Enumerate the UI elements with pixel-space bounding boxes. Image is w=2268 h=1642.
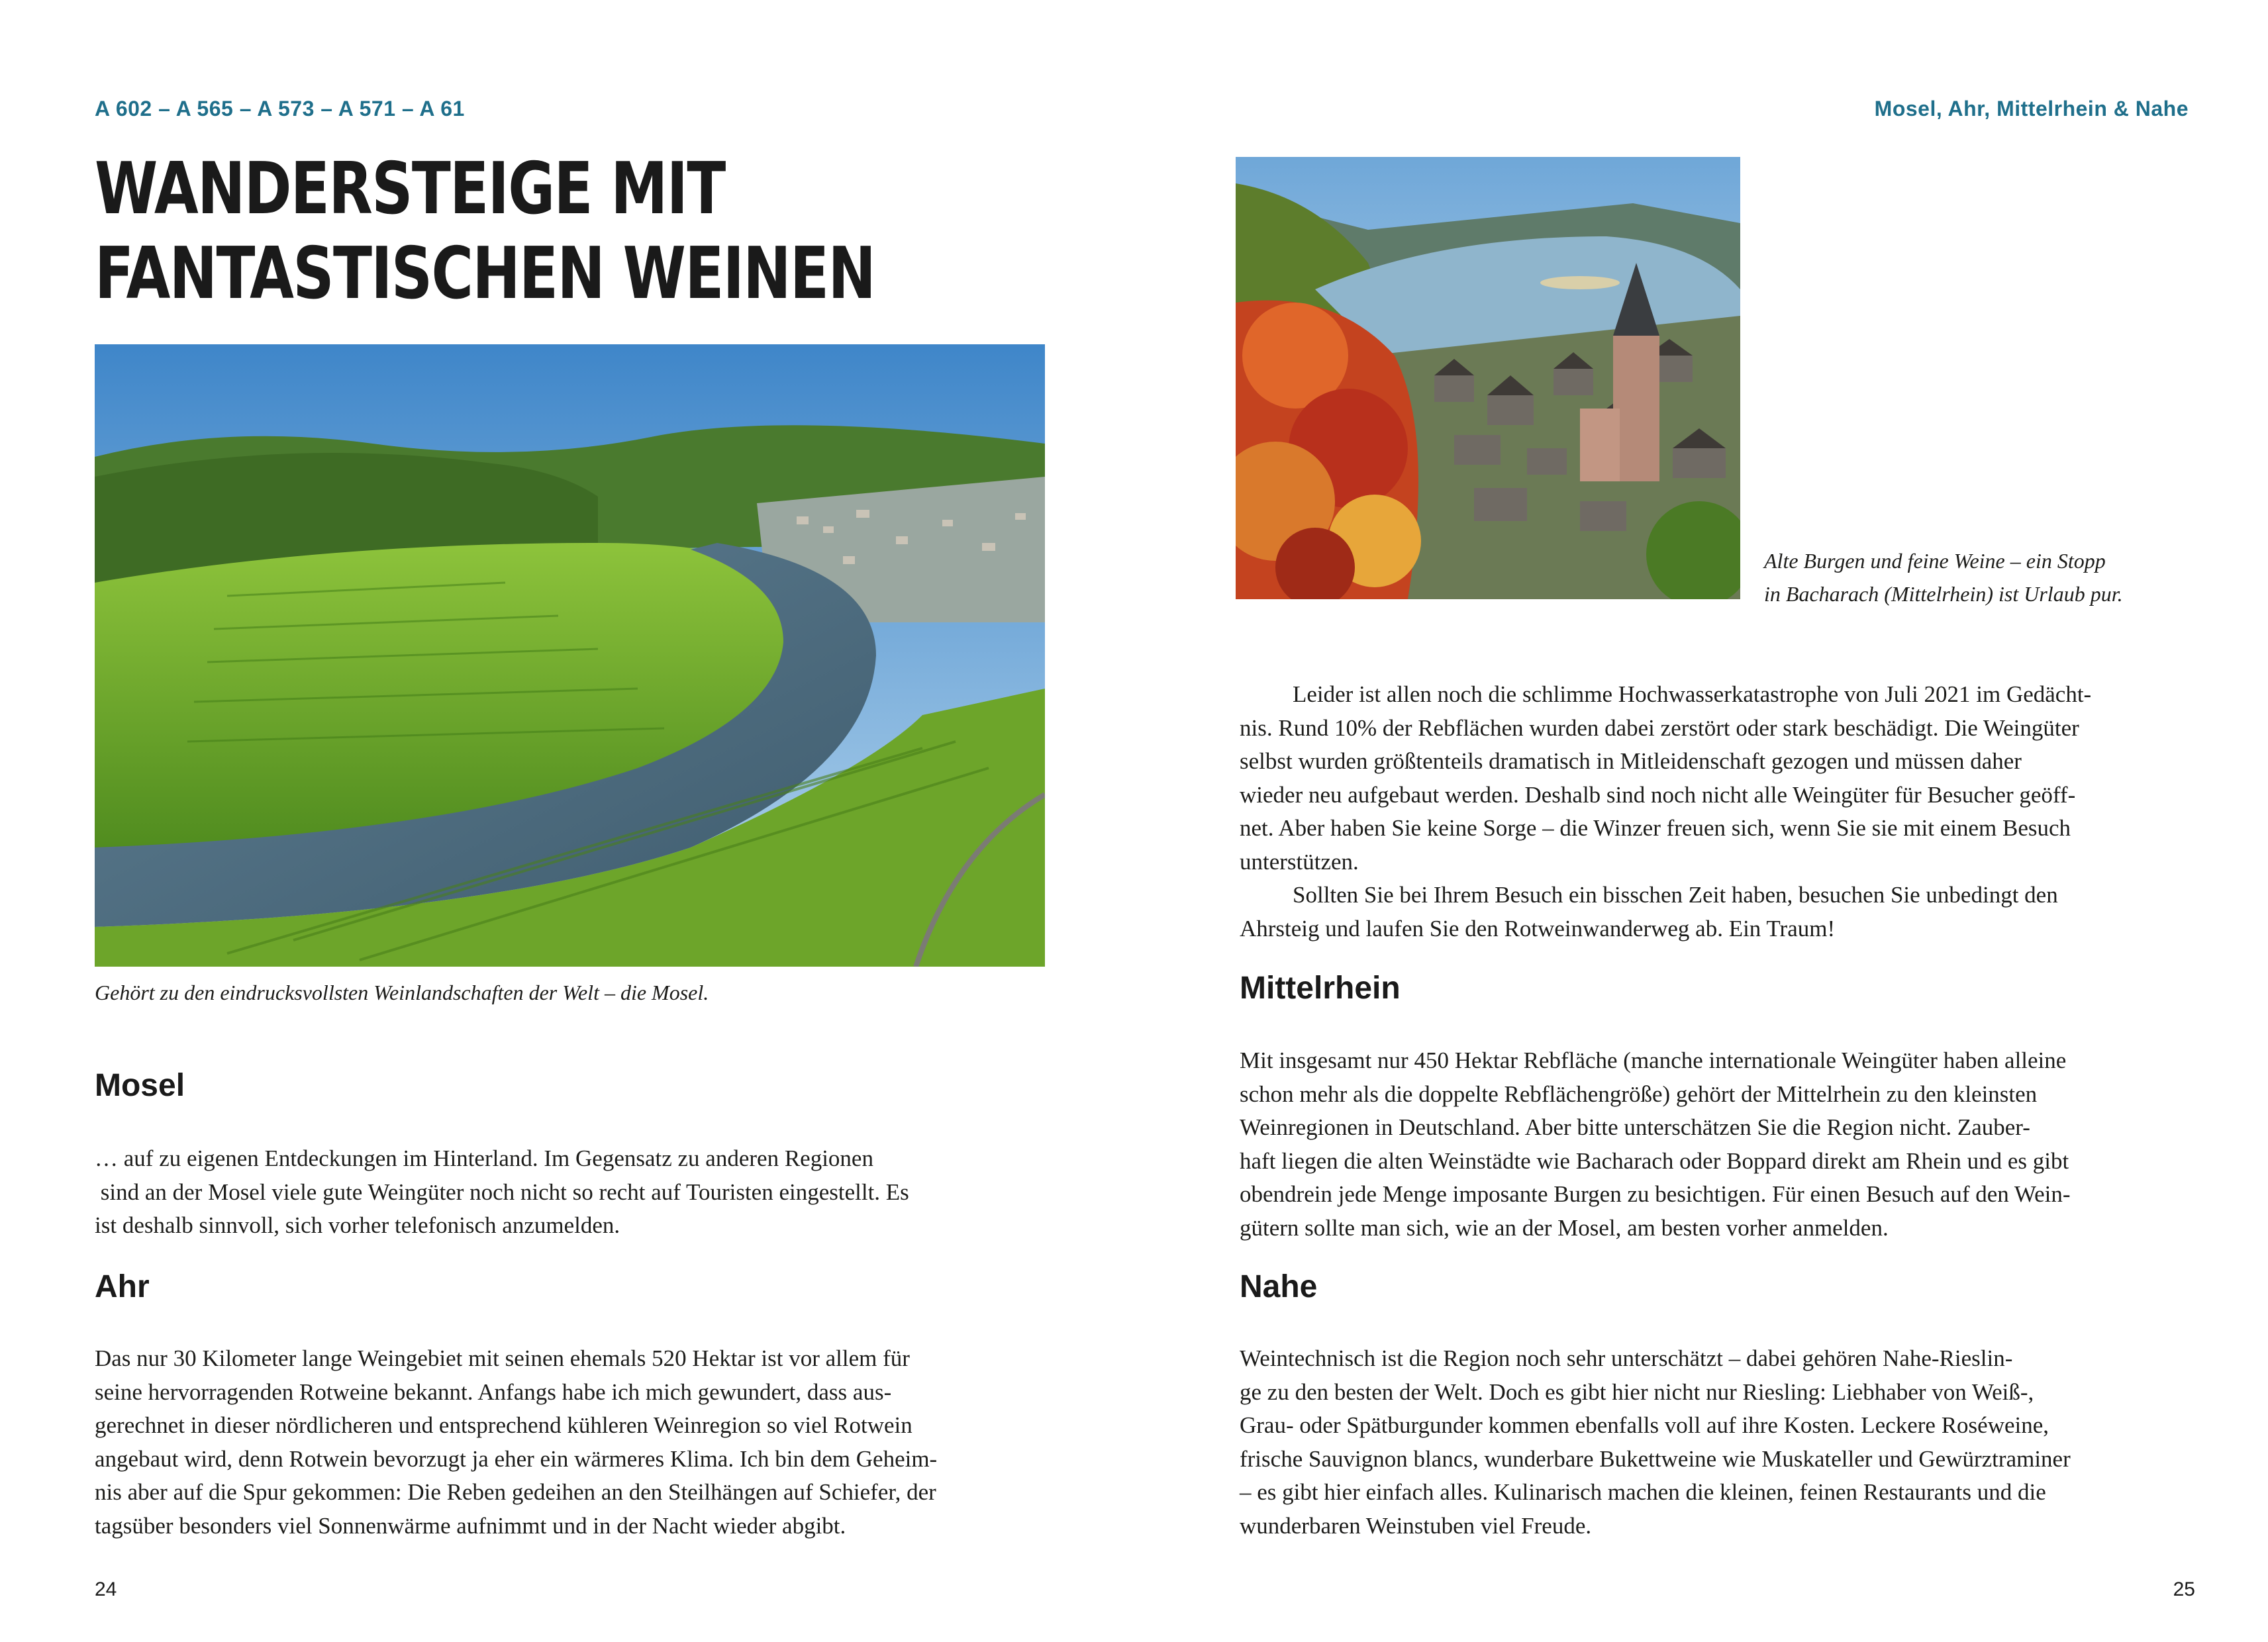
ahr-continued-line: Ahrsteig und laufen Sie den Rotweinwanderweg ab. Ein Traum! — [1240, 915, 1836, 942]
ahr-continued-text — [1240, 678, 2193, 945]
ahr-continued-line: unterstützen. — [1240, 848, 1359, 875]
ahr-continued-line: Leider ist allen noch die schlimme Hochwasserkatastrophe von Juli 2021 im Gedächt- — [1293, 681, 2092, 707]
nahe-line: frische Sauvignon blancs, wunderbare Bukettweine wie Muskateller und Gewürztraminer — [1240, 1445, 2071, 1472]
nahe-line: wunderbaren Weinstuben viel Freude. — [1240, 1512, 1592, 1539]
ahr-continued-line: net. Aber haben Sie keine Sorge – die Winzer freuen sich, wenn Sie sie mit einem Besuch — [1240, 815, 2071, 841]
ahr-line: seine hervorragenden Rotweine bekannt. Anfangs habe ich mich gewundert, dass aus- — [95, 1378, 892, 1405]
heading-mittelrhein: Mittelrhein — [1240, 971, 1401, 1006]
page-number-right: 25 — [2173, 1578, 2195, 1600]
ahr-continued-line: Sollten Sie bei Ihrem Besuch ein bisschen Zeit haben, besuchen Sie unbedingt den — [1293, 882, 2058, 908]
mittelrhein-line: Mit insgesamt nur 450 Hektar Rebfläche (manche internationale Weingüter haben alleine — [1240, 1047, 2067, 1073]
page-title-line-1: WANDERSTEIGE MIT — [95, 148, 725, 230]
bacharach-caption-line: in Bacharach (Mittelrhein) ist Urlaub pur. — [1764, 582, 2123, 606]
mittelrhein-line: obendrein jede Menge imposante Burgen zu besichtigen. Für einen Besuch auf den Wein- — [1240, 1181, 2071, 1207]
mosel-photo-caption: Gehört zu den eindrucksvollsten Weinlandschaften der Welt – die Mosel. — [95, 981, 709, 1004]
page-title-line-2: FANTASTISCHEN WEINEN — [95, 232, 875, 315]
ahr-text — [95, 1342, 1048, 1543]
mosel-line: … auf zu eigenen Entdeckungen im Hinterland. Im Gegensatz zu anderen Regionen — [95, 1145, 873, 1171]
running-header-left: A 602 – A 565 – A 573 – A 571 – A 61 — [95, 97, 465, 121]
ahr-line: gerechnet in dieser nördlicheren und entsprechend kühleren Weinregion so viel Rotwein — [95, 1412, 912, 1438]
mittelrhein-line: schon mehr als die doppelte Rebflächengröße) gehört der Mittelrhein zu den kleinsten — [1240, 1081, 2038, 1107]
mittelrhein-text — [1240, 1044, 2193, 1245]
ahr-continued-line: nis. Rund 10% der Rebflächen wurden dabei zerstört oder stark beschädigt. Die Weingüter — [1240, 714, 2079, 741]
mosel-river-photo — [95, 344, 1045, 967]
ahr-line: angebaut wird, denn Rotwein bevorzugt ja eher ein wärmeres Klima. Ich bin dem Geheim- — [95, 1445, 938, 1472]
nahe-line: Grau- oder Spätburgunder kommen ebenfalls voll auf ihre Kosten. Leckere Roséweine, — [1240, 1412, 2049, 1438]
mittelrhein-line: haft liegen die alten Weinstädte wie Bacharach oder Boppard direkt am Rhein und es gibt — [1240, 1147, 2069, 1174]
heading-mosel: Mosel — [95, 1068, 185, 1103]
bacharach-photo-caption — [1764, 544, 2123, 610]
page-number-left: 24 — [95, 1578, 117, 1600]
ahr-continued-line: wieder neu aufgebaut werden. Deshalb sind noch nicht alle Weingüter für Besucher geöff- — [1240, 781, 2076, 808]
heading-nahe: Nahe — [1240, 1269, 1318, 1304]
nahe-line: – es gibt hier einfach alles. Kulinarisch machen die kleinen, feinen Restaurants und die — [1240, 1479, 2046, 1505]
mosel-text — [95, 1142, 1048, 1243]
ahr-continued-line: selbst wurden größtenteils dramatisch in Mitleidenschaft gezogen und müssen daher — [1240, 748, 2022, 774]
bacharach-caption-line: Alte Burgen und feine Weine – ein Stopp — [1764, 549, 2106, 573]
ahr-line: Das nur 30 Kilometer lange Weingebiet mit seinen ehemals 520 Hektar ist vor allem für — [95, 1345, 910, 1371]
bacharach-photo — [1236, 157, 1740, 599]
page-title — [95, 147, 875, 316]
nahe-text — [1240, 1342, 2193, 1543]
nahe-line: ge zu den besten der Welt. Doch es gibt hier nicht nur Riesling: Liebhaber von Weiß-, — [1240, 1378, 2034, 1405]
nahe-line: Weintechnisch ist die Region noch sehr unterschätzt – dabei gehören Nahe-Rieslin- — [1240, 1345, 2013, 1371]
mosel-line: sind an der Mosel viele gute Weingüter noch nicht so recht auf Touristen eingestellt. Es — [95, 1179, 909, 1205]
mittelrhein-line: Weinregionen in Deutschland. Aber bitte unterschätzen Sie die Region nicht. Zauber- — [1240, 1114, 2030, 1140]
mittelrhein-line: gütern sollte man sich, wie an der Mosel, am besten vorher anmelden. — [1240, 1214, 1889, 1241]
running-header-right: Mosel, Ahr, Mittelrhein & Nahe — [1874, 97, 2189, 121]
heading-ahr: Ahr — [95, 1269, 150, 1304]
mosel-line: ist deshalb sinnvoll, sich vorher telefonisch anzumelden. — [95, 1212, 620, 1238]
ahr-line: tagsüber besonders viel Sonnenwärme aufnimmt und in der Nacht wieder abgibt. — [95, 1512, 846, 1539]
ahr-line: nis aber auf die Spur gekommen: Die Reben gedeihen an den Steilhängen auf Schiefer, der — [95, 1479, 936, 1505]
